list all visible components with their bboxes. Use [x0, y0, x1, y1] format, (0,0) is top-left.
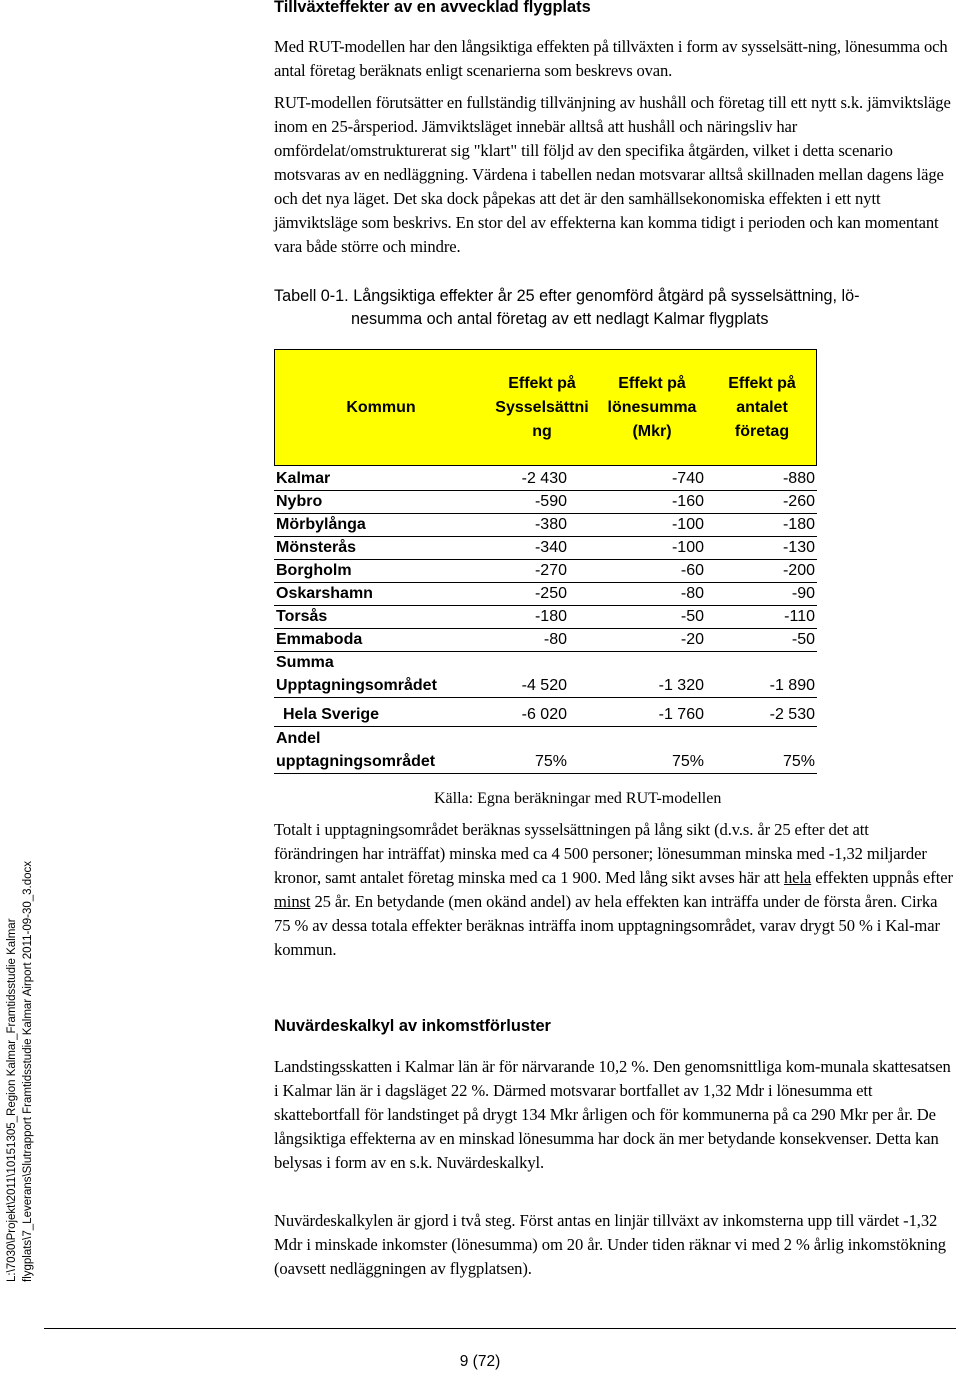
caption-text-line2: nesumma och antal företag av ett nedlagt Kalmar flygplats — [351, 310, 769, 328]
summary-part2: effekten uppnås efter — [811, 868, 953, 887]
header-lonesumma — [597, 350, 707, 465]
andel-name-line2: upptagningsområdet — [276, 753, 436, 770]
summary-part1: Totalt i upptagningsområdet beräknas sysselsättningen på lång sikt (d.v.s. år 25 efter det att förändringen har inträffat) minska med ca 4 500 personer; lönesumman minska med -1,32 miljarder kronor, samt antalet företag minska med ca 1 900. Med lång sikt avses här att — [274, 820, 927, 887]
header-lon-line2: lönesumma — [607, 398, 697, 416]
header-lon-line1: Effekt på — [618, 374, 686, 392]
row-lon: -60 — [680, 562, 704, 579]
row-sys: -380 — [534, 516, 567, 533]
header-sysselsattning — [487, 350, 597, 465]
header-ant-line3: företag — [734, 422, 790, 440]
row-sys: -180 — [534, 608, 567, 625]
row-ant: -50 — [791, 631, 815, 648]
summary-underline-hela: hela — [783, 868, 812, 887]
tax-paragraph: Landstingsskatten i Kalmar län är för närvarande 10,2 %. Den genomsnittliga kom-munala skattesatsen i Kalmar län är i dagsläget 22 %. Därmed motsvarar bortfallet av 1,32 Mdr i lönesumma ett skattebortfall för landstinget på drygt 134 Mkr årligen och för kommunerna på ca 290 Mkr per år. De långsiktiga effekterna av en minskad lönesumma har dock än mer betydande konsekvenser. Detta kan belysas i form av en s.k. Nuvärdeskalkyl. — [274, 1057, 951, 1172]
andel-row — [274, 726, 817, 774]
sverige-sys: -6 020 — [521, 706, 567, 723]
caption-label: Tabell 0-1. — [274, 287, 349, 305]
table-row — [274, 467, 817, 491]
row-ant: -200 — [782, 562, 815, 579]
file-path-line2: flygplats\7_Leverans\Slutrapport Framtidsstudie Kalmar Airport 2011-09-30_3.docx — [22, 860, 34, 1282]
header-ant-line2: antalet — [736, 398, 788, 416]
summary-part3: 25 år. En betydande (men okänd andel) av hela effekten kan inträffa under de första åren. Cirka 75 % av dessa totala effekter beräknas inträffa inom upptagningsområdet, varav drygt 50 % i Kal-mar kommun. — [274, 892, 940, 959]
sverige-name: Hela Sverige — [283, 706, 380, 723]
summary-underline-minst: minst — [274, 892, 311, 911]
row-sys: -250 — [534, 585, 567, 602]
summa-ant: -1 890 — [769, 677, 815, 694]
row-sys: -2 430 — [521, 470, 567, 487]
intro-paragraph: Med RUT-modellen har den långsiktiga effekten på tillväxten i form av sysselsätt-ning, lönesumma och antal företag beräknats enligt scenarierna som beskrevs ovan. — [274, 37, 948, 80]
table-row — [274, 559, 817, 583]
row-lon: -20 — [680, 631, 704, 648]
row-name: Torsås — [276, 608, 328, 625]
row-lon: -160 — [671, 493, 704, 510]
table-row — [274, 536, 817, 560]
row-lon: -80 — [680, 585, 704, 602]
sverige-lon: -1 760 — [658, 706, 704, 723]
section2-heading: Nuvärdeskalkyl av inkomstförluster — [274, 1017, 551, 1035]
row-ant: -110 — [784, 608, 815, 625]
table-row — [274, 513, 817, 537]
page-number: 9 (72) — [459, 1353, 501, 1370]
footer-divider — [44, 1328, 956, 1329]
row-lon: -100 — [671, 516, 704, 533]
row-sys: -270 — [534, 562, 567, 579]
header-ant-line1: Effekt på — [728, 374, 796, 392]
table-row — [274, 605, 817, 629]
caption-text-line1: Långsiktiga effekter år 25 efter genomförd åtgärd på sysselsättning, lö- — [353, 287, 860, 305]
summa-lon: -1 320 — [658, 677, 704, 694]
row-name: Borgholm — [276, 562, 352, 579]
summa-name — [276, 651, 437, 697]
andel-name-line1: Andel — [276, 730, 321, 747]
row-lon: -100 — [671, 539, 704, 556]
row-name: Mönsterås — [276, 539, 357, 556]
header-sys-line2: Sysselsättni — [495, 398, 589, 416]
row-lon: -50 — [680, 608, 704, 625]
table-caption — [274, 285, 956, 331]
summa-name-line1: Summa — [276, 654, 334, 671]
header-antal-foretag — [707, 350, 817, 465]
table-row — [274, 628, 817, 652]
summa-name-line2: Upptagningsområdet — [276, 677, 437, 694]
row-ant: -260 — [782, 493, 815, 510]
andel-lon: 75% — [671, 753, 704, 770]
header-kommun: Kommun — [346, 398, 416, 416]
row-ant: -90 — [791, 585, 815, 602]
summa-sys: -4 520 — [521, 677, 567, 694]
andel-name — [276, 727, 435, 773]
row-name: Emmaboda — [276, 631, 363, 648]
row-name: Kalmar — [276, 470, 331, 487]
sverige-ant: -2 530 — [769, 706, 815, 723]
npv-paragraph: Nuvärdeskalkylen är gjord i två steg. Först antas en linjär tillväxt av inkomsterna upp till värdet -1,32 Mdr i minskade inkomster (lönesumma) om 20 år. Under tiden räknar vi med 2 % årlig inkomstökning (oavsett nedläggningen av flygplatsen). — [274, 1211, 947, 1278]
row-sys: -590 — [534, 493, 567, 510]
andel-ant: 75% — [782, 753, 815, 770]
summa-row — [274, 651, 817, 698]
table-source: Källa: Egna beräkningar med RUT-modellen — [434, 790, 722, 807]
section-heading: Tillväxteffekter av en avvecklad flygplats — [274, 0, 591, 16]
table-header — [274, 349, 817, 466]
row-sys: -80 — [543, 631, 567, 648]
header-sys-line1: Effekt på — [508, 374, 576, 392]
row-name: Oskarshamn — [276, 585, 373, 602]
sverige-row — [274, 702, 817, 727]
table-row — [274, 490, 817, 514]
row-ant: -180 — [782, 516, 815, 533]
row-name: Nybro — [276, 493, 323, 510]
equilibrium-paragraph: RUT-modellen förutsätter en fullständig tillvänjning av hushåll och företag till ett nytt s.k. jämviktsläge inom en 25-årsperiod. Jämviktsläget innebär alltså att hushåll och näringsliv har omfördelat/omstrukturerat sig "klart" till följd av den specifika åtgärden, vilket i detta scenario motsvaras av en nedläggning. Värdena i tabellen nedan motsvarar alltså skillnaden mellan dagens läge och det nya läget. Det ska dock påpekas att det är den samhällsekonomiska effekten i ett nytt jämviktsläge som beskrivs. En stor del av effekterna kan komma tidigt i perioden och kan momentant vara både större och mindre. — [274, 93, 951, 256]
row-ant: -880 — [782, 470, 815, 487]
summary-paragraph — [274, 818, 956, 962]
file-path — [4, 861, 36, 1282]
andel-sys: 75% — [534, 753, 567, 770]
header-sys-line3: ng — [532, 422, 552, 440]
row-ant: -130 — [782, 539, 815, 556]
row-sys: -340 — [534, 539, 567, 556]
table-row — [274, 582, 817, 606]
header-lon-line3: (Mkr) — [632, 422, 672, 440]
row-name: Mörbylånga — [276, 516, 366, 533]
file-path-line1: L:\7030\Projekt\2011\10151305_Region Kalmar_Framtidsstudie Kalmar — [6, 918, 18, 1282]
row-lon: -740 — [671, 470, 704, 487]
